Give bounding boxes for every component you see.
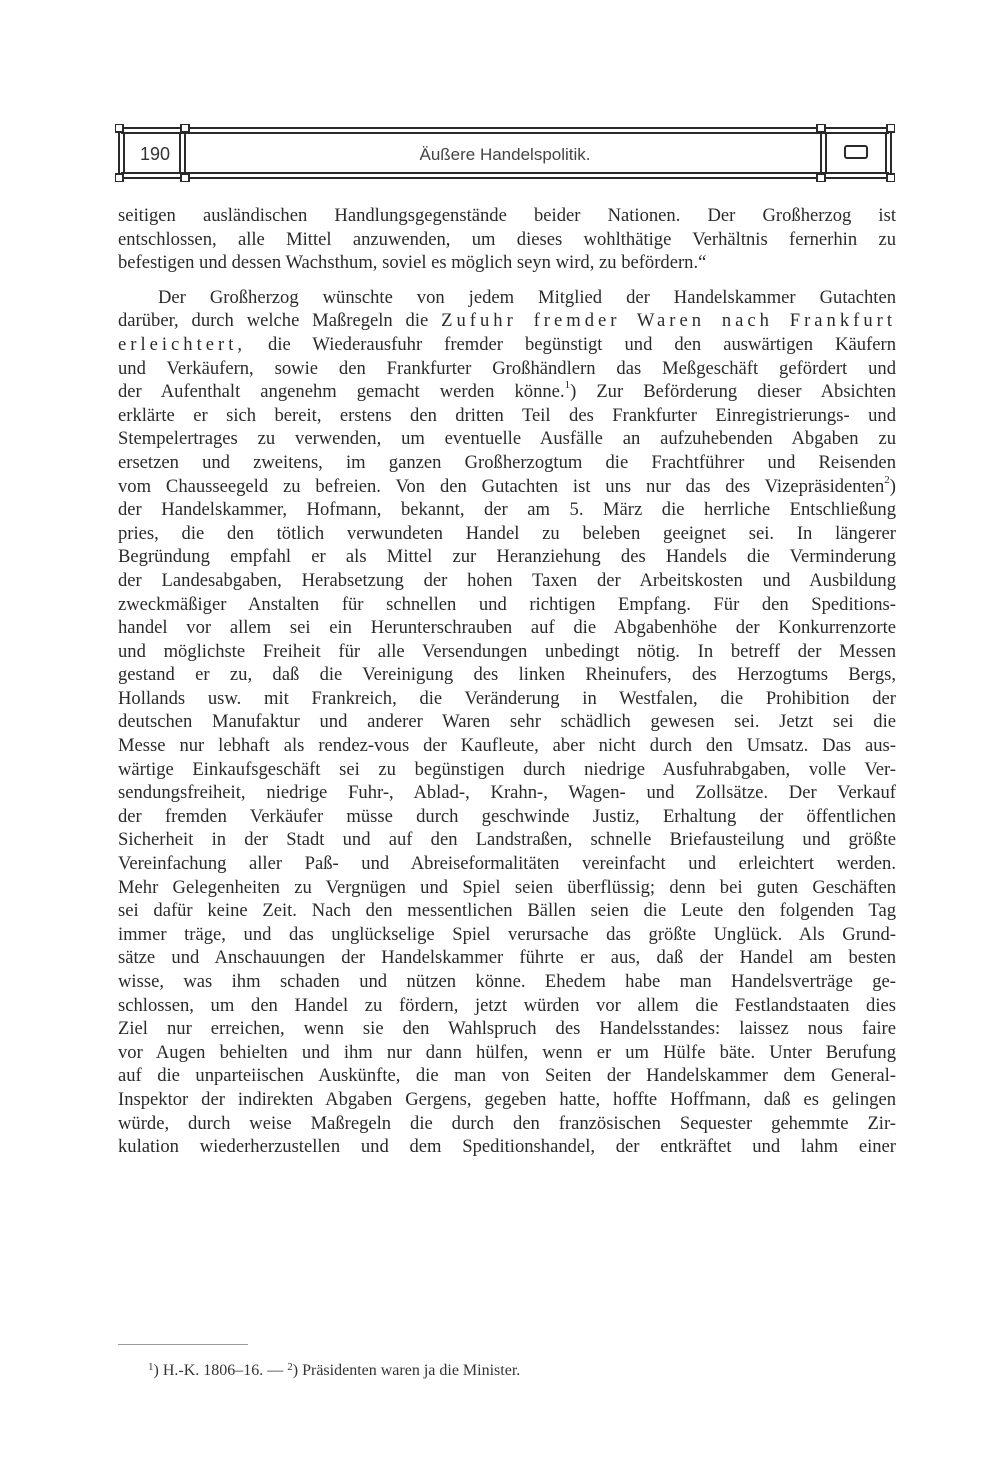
text-line: befestigen und dessen Wachsthum, soviel es möglich seyn wird, zu befördern.“ — [118, 252, 707, 274]
text-span: vom Chausseegeld zu befreien. Von den Gutachten ist uns nur das des Vizepräsidenten — [118, 475, 885, 497]
text-line: erklärte er sich bereit, erstens den dritten Teil des Frankfurter Einregistrierungs- und — [118, 404, 896, 426]
text-line: Mehr Gelegenheiten zu Vergnügen und Spiel seien überflüssig; denn bei guten Geschäften — [118, 876, 896, 898]
text-line: sei dafür keine Zeit. Nach den messentlichen Bällen seien die Leute den folgenden Tag — [118, 900, 896, 922]
text-line: kulation wiederherzustellen und dem Speditionshandel, der entkräftet und lahm einer — [118, 1136, 896, 1158]
running-title: Äußere Handelspolitik. — [419, 145, 591, 164]
text-line: und möglichste Freiheit für alle Versendungen unbedingt nötig. In betreff der Messen — [118, 640, 896, 662]
text-span: ) Zur Beförderung dieser Absichten — [570, 381, 896, 403]
paragraph — [118, 204, 896, 275]
text-line: Sicherheit in der Stadt und auf den Landstraßen, schnelle Briefausteilung und größte — [118, 829, 896, 851]
text-line: sätze und Anschauungen der Handelskammer führte er aus, daß der Handel am besten — [118, 947, 896, 969]
text-line: Begründung empfahl er als Mittel zur Heranziehung des Handels die Verminderung — [118, 546, 896, 568]
text-line: auf die unparteiischen Auskünfte, die man von Seiten der Handelskammer dem General- — [118, 1065, 896, 1087]
text-line: schlossen, um den Handel zu fördern, jetzt würden vor allem die Festlandstaaten dies — [118, 994, 896, 1016]
text-line — [118, 475, 896, 499]
footnote-marker: 1 — [564, 380, 571, 392]
spaced-emphasis: erleichtert, — [118, 333, 247, 355]
text-line: Hollands usw. mit Frankreich, die Veränderung in Westfalen, die Prohibition der — [118, 687, 896, 709]
text-line: sendungsfreiheit, niedrige Fuhr-, Ablad-, Krahn-, Wagen- und Zollsätze. Der Verkauf — [118, 782, 896, 804]
text-line — [118, 309, 896, 333]
body-text — [118, 204, 896, 1159]
paragraph — [118, 286, 896, 1159]
text-span: der Aufenthalt angenehm gemacht werden könne. — [118, 381, 565, 403]
text-line: immer träge, und das unglückselige Spiel verursache das größte Unglück. Als Grund- — [118, 923, 896, 945]
text-line — [118, 333, 896, 357]
text-span: ) — [889, 475, 896, 497]
text-line: wisse, was ihm schaden und nützen könne. Ehedem habe man Handelsverträge ge- — [118, 971, 896, 992]
page-number: 190 — [139, 144, 171, 164]
text-line: zweckmäßiger Anstalten für schnellen und richtigen Empfang. Für den Speditions- — [118, 593, 896, 615]
text-line: vor Augen behielten und ihm nur dann hülfen, wenn er um Hülfe bäte. Unter Berufung — [118, 1041, 896, 1063]
footnote-text: ) Präsidenten waren ja die Minister. — [292, 1362, 521, 1379]
running-header — [115, 124, 895, 182]
text-span: darüber, durch welche Maßregeln die — [118, 310, 429, 332]
text-line: gestand er zu, daß die Vereinigung des linken Rheinufers, des Herzogtums Bergs, — [118, 664, 896, 686]
text-line: deutschen Manufaktur und anderer Waren sehr schädlich gewesen sei. Jetzt sei die — [118, 711, 896, 733]
footnotes — [148, 1362, 520, 1380]
spaced-emphasis: Zufuhr fremder Waren nach Frankfurt — [441, 310, 896, 332]
text-line: würde, durch weise Maßregeln die durch den französischen Sequester gehemmte Zir- — [118, 1112, 896, 1134]
footnote-divider — [118, 1344, 248, 1345]
footnote-marker: 2 — [884, 474, 890, 486]
text-line: Ziel nur erreichen, wenn sie den Wahlspruch des Handelsstandes: laissez nous faire — [118, 1018, 896, 1040]
text-line — [118, 380, 896, 404]
text-span: die Wiederausfuhr fremder begünstigt und den auswärtigen Käufern — [268, 333, 896, 355]
text-line: wärtige Einkaufsgeschäft sei zu begünstigen durch niedrige Ausfuhrabgaben, volle Ver- — [118, 758, 896, 780]
footnote-marker: 2 — [287, 1361, 293, 1373]
text-line: Stempelertrages zu verwenden, um eventuelle Ausfälle an aufzuhebenden Abgaben zu — [118, 428, 896, 450]
text-line: Messe nur lebhaft als rendez-vous der Kaufleute, aber nicht durch den Umsatz. Das aus- — [118, 735, 896, 757]
text-line: und Verkäufern, sowie den Frankfurter Großhändlern das Meßgeschäft gefördert und — [118, 357, 896, 379]
text-line: seitigen ausländischen Handlungsgegenstände beider Nationen. Der Großherzog ist — [118, 205, 896, 226]
text-line: ersetzen und zweitens, im ganzen Großherzogtum die Frachtführer und Reisenden — [118, 451, 896, 473]
text-line: der fremden Verkäufer müsse durch geschwinde Justiz, Erhaltung der öffentlichen — [118, 805, 896, 827]
text-line: der Landesabgaben, Herabsetzung der hohen Taxen der Arbeitskosten und Ausbildung — [118, 569, 896, 591]
text-line: pries, die den tötlich verwundeten Handel zu beleben geeignet sei. In längerer — [118, 522, 896, 544]
text-line: handel vor allem sei ein Herunterschrauben auf die Abgabenhöhe der Konkurrenzorte — [118, 617, 896, 639]
text-line: entschlossen, alle Mittel anzuwenden, um dieses wohlthätige Verhältnis fernerhin zu — [118, 228, 896, 250]
text-line: Vereinfachung aller Paß- und Abreiseformalitäten vereinfacht und erleichtert werden. — [118, 853, 896, 875]
text-line: Der Großherzog wünschte von jedem Mitglied der Handelskammer Gutachten — [158, 286, 896, 308]
text-line: der Handelskammer, Hofmann, bekannt, der am 5. März die herrliche Entschließung — [118, 499, 896, 521]
text-line: Inspektor der indirekten Abgaben Gergens, gegeben hatte, hoffte Hoffmann, daß es gelingen — [118, 1088, 896, 1110]
footnote-marker: 1 — [148, 1361, 154, 1373]
footnote-text: ) H.-K. 1806–16. — — [153, 1362, 288, 1379]
